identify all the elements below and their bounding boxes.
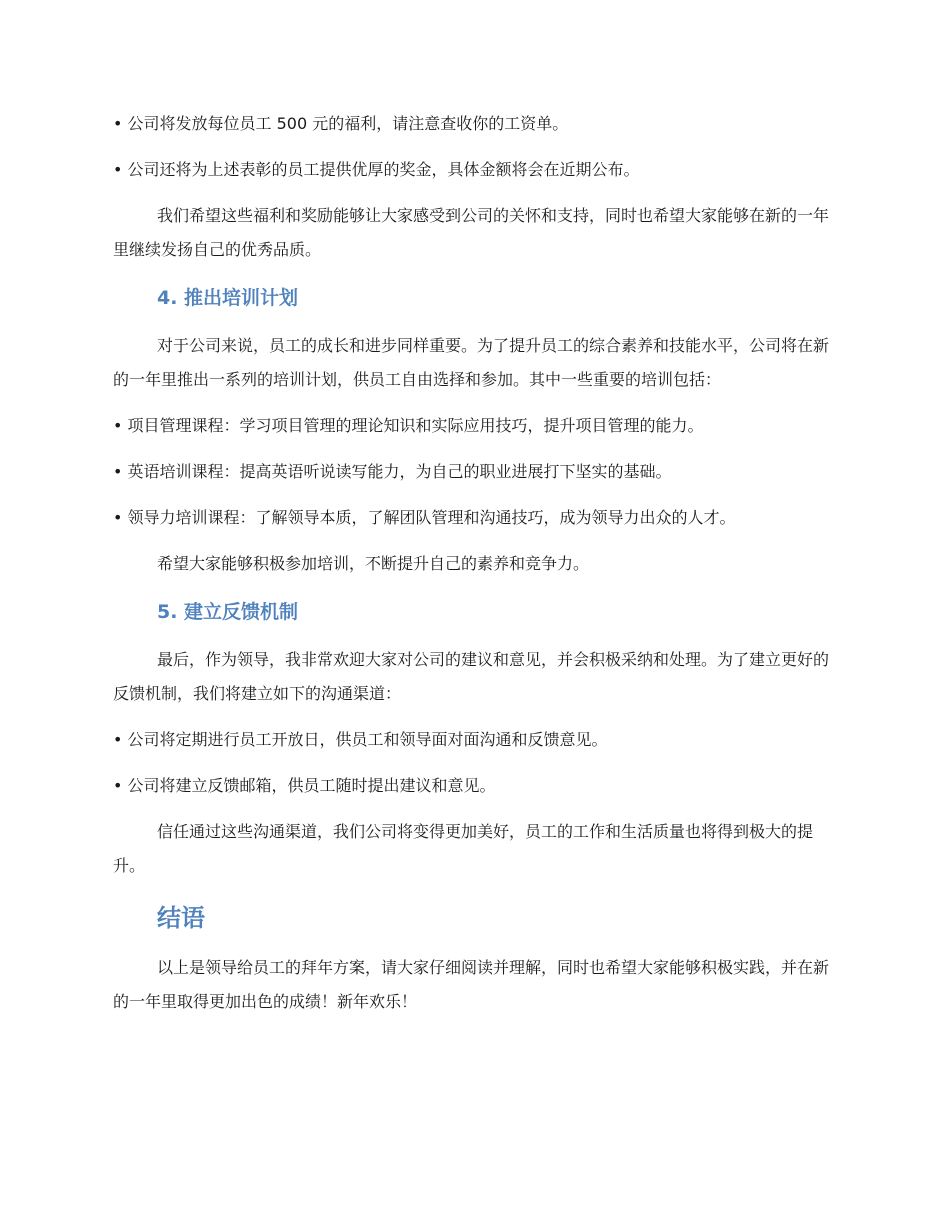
paragraph-feedback-trust: 信任通过这些沟通渠道，我们公司将变得更加美好，员工的工作和生活质量也将得到极大的提升。: [113, 822, 814, 875]
document-page: [113, 107, 835, 1031]
paragraph-training-hope: 希望大家能够积极参加培训，不断提升自己的素养和竞争力。: [157, 554, 590, 573]
paragraph-training-intro: 对于公司来说，员工的成长和进步同样重要。为了提升员工的综合素养和技能水平，公司将在新的一年里推出一系列的培训计划，供员工自由选择和参加。其中一些重要的培训包括：: [113, 336, 830, 389]
paragraph-conclusion: 以上是领导给员工的拜年方案，请大家仔细阅读并理解，同时也希望大家能够积极实践，并在新的一年里取得更加出色的成绩！新年欢乐！: [113, 958, 830, 1011]
paragraph-feedback-intro: 最后，作为领导，我非常欢迎大家对公司的建议和意见，并会积极采纳和处理。为了建立更好的反馈机制，我们将建立如下的沟通渠道：: [113, 650, 830, 703]
heading-conclusion: 结语: [157, 904, 205, 932]
bullet-feedback-mailbox: • 公司将建立反馈邮箱，供员工随时提出建议和意见。: [113, 776, 496, 795]
heading-feedback-mechanism: 5. 建立反馈机制: [157, 601, 299, 623]
heading-training-plan: 4. 推出培训计划: [157, 287, 299, 309]
bullet-project-management: • 项目管理课程：学习项目管理的理论知识和实际应用技巧，提升项目管理的能力。: [113, 416, 704, 435]
paragraph-welfare-hope: 我们希望这些福利和奖励能够让大家感受到公司的关怀和支持，同时也希望大家能够在新的一年里继续发扬自己的优秀品质。: [113, 206, 830, 259]
bullet-open-day: • 公司将定期进行员工开放日，供员工和领导面对面沟通和反馈意见。: [113, 730, 608, 749]
bullet-english-training: • 英语培训课程：提高英语听说读写能力，为自己的职业进展打下坚实的基础。: [113, 462, 672, 481]
bullet-welfare: • 公司将发放每位员工 500 元的福利，请注意查收你的工资单。: [113, 114, 569, 133]
bullet-leadership-training: • 领导力培训课程：了解领导本质，了解团队管理和沟通技巧，成为领导力出众的人才。: [113, 508, 736, 527]
bullet-bonus: • 公司还将为上述表彰的员工提供优厚的奖金，具体金额将会在近期公布。: [113, 160, 640, 179]
